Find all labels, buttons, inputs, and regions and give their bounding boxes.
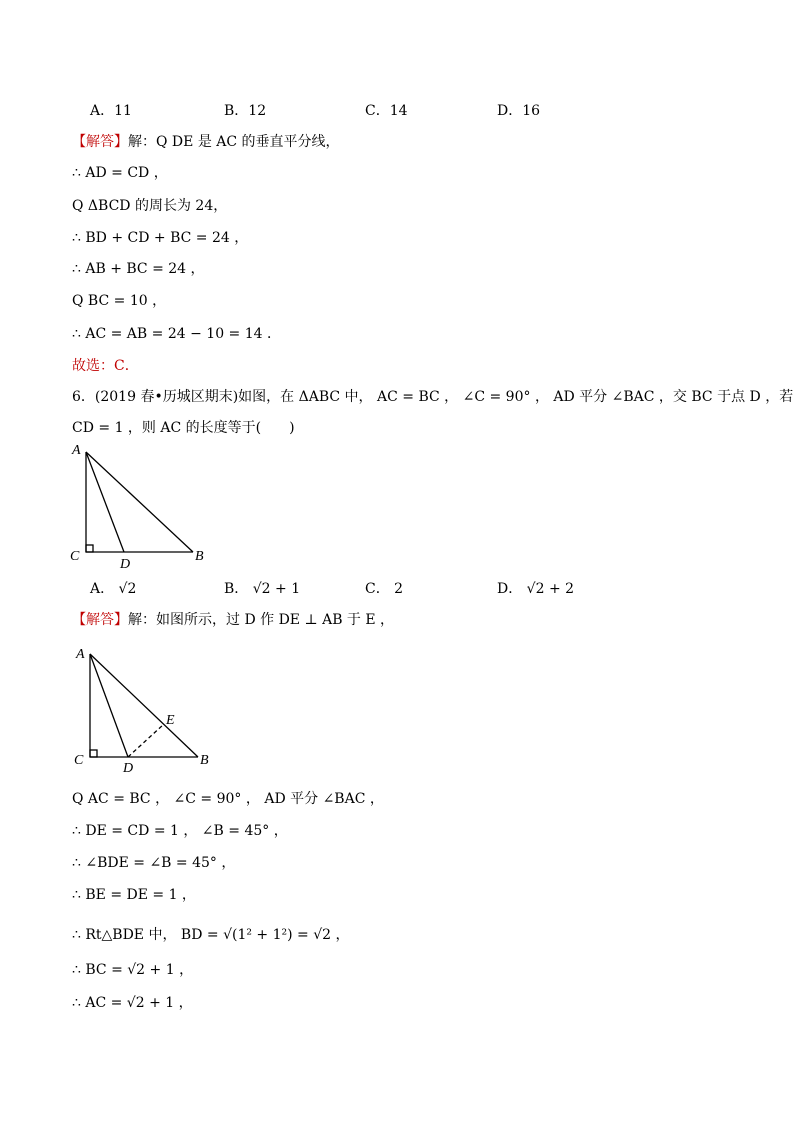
solution-line: ∴ AD = CD ， bbox=[72, 165, 168, 181]
option-c: C．14 bbox=[365, 103, 408, 119]
solution-line bbox=[72, 610, 394, 630]
solution-line: ∴ AC = AB = 24 − 10 = 14 ． bbox=[72, 326, 281, 342]
solution-text: 解：如图所示，过 D 作 DE ⊥ AB 于 E ， bbox=[128, 612, 395, 628]
solution-line: ∴ BE = DE = 1 ， bbox=[72, 887, 196, 903]
label-b: B bbox=[195, 549, 204, 564]
triangle-figure-1 bbox=[68, 438, 218, 574]
label-d: D bbox=[123, 761, 134, 776]
solution-line: ∴ BC = √2 + 1 ， bbox=[72, 962, 194, 978]
option-a: A．11 bbox=[90, 103, 132, 119]
label-c: C bbox=[70, 549, 80, 564]
solution-line: Q ΔBCD 的周长为 24， bbox=[72, 198, 228, 214]
question-stem: 6．(2019 春•历城区期末)如图，在 ΔABC 中， AC = BC ， ∠C = 90° ， AD 平分 ∠BAC ，交 BC 于点 D ，若 bbox=[72, 389, 794, 405]
solution-line: Q BC = 10 ， bbox=[72, 293, 167, 309]
right-angle-mark bbox=[86, 545, 93, 552]
solution-line: ∴ AB + BC = 24 ， bbox=[72, 261, 205, 277]
solution-tag: 【解答】 bbox=[72, 612, 128, 628]
option-d: D．16 bbox=[497, 103, 541, 119]
solution-line bbox=[72, 132, 340, 152]
solution-line: ∴ DE = CD = 1 ， ∠B = 45° ， bbox=[72, 823, 288, 839]
label-e: E bbox=[166, 713, 175, 728]
solution-line: ∴ AC = √2 + 1 ， bbox=[72, 995, 193, 1011]
segment-ad bbox=[86, 452, 124, 552]
q6-option-a: A． √2 bbox=[90, 581, 137, 597]
segment-ab bbox=[86, 452, 193, 552]
option-b: B．12 bbox=[224, 103, 267, 119]
solution-line: ∴ ∠BDE = ∠B = 45° ， bbox=[72, 855, 236, 871]
answer-line: 故选：C． bbox=[72, 358, 139, 374]
label-c: C bbox=[74, 753, 84, 768]
solution-text: 解：Q DE 是 AC 的垂直平分线， bbox=[128, 134, 340, 150]
segment-de-dashed bbox=[128, 724, 164, 757]
solution-line: ∴ BD + CD + BC = 24 ， bbox=[72, 230, 249, 246]
triangle-figure-2 bbox=[68, 642, 218, 778]
label-b: B bbox=[200, 753, 209, 768]
right-angle-mark bbox=[90, 750, 97, 757]
solution-line: ∴ Rt△BDE 中， BD = √(1² + 1²) = √2 ， bbox=[72, 927, 350, 943]
label-d: D bbox=[120, 557, 131, 572]
solution-tag: 【解答】 bbox=[72, 134, 128, 150]
label-a: A bbox=[76, 647, 85, 662]
q6-option-b: B． √2 + 1 bbox=[224, 581, 301, 597]
question-stem: CD = 1 ，则 AC 的长度等于( ) bbox=[72, 420, 295, 436]
solution-line: Q AC = BC ， ∠C = 90° ， AD 平分 ∠BAC ， bbox=[72, 791, 384, 807]
q6-option-c: C． 2 bbox=[365, 581, 404, 597]
q6-option-d: D． √2 + 2 bbox=[497, 581, 575, 597]
label-a: A bbox=[72, 443, 81, 458]
segment-ad bbox=[90, 654, 128, 757]
